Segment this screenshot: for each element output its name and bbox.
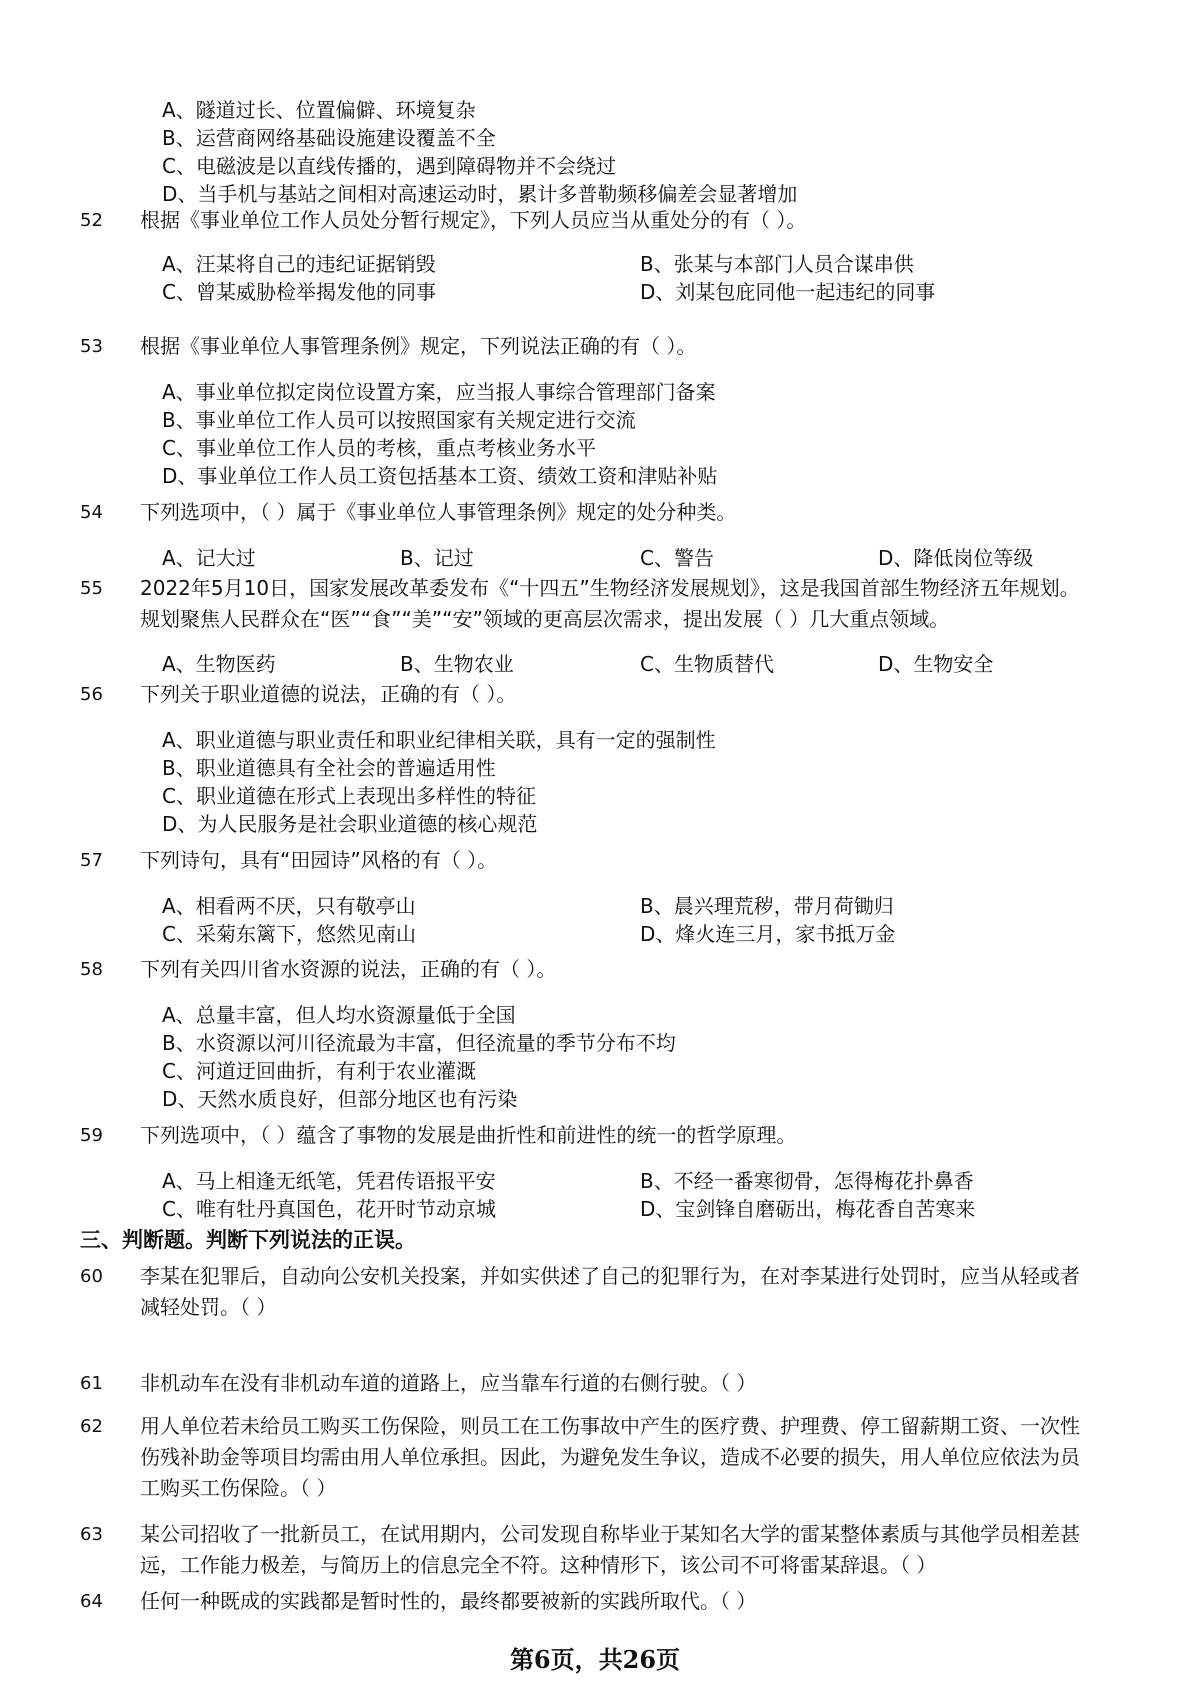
option-c: C、河道迂回曲折，有利于农业灌溉 — [162, 1059, 476, 1083]
option-c: C、曾某威胁检举揭发他的同事 — [162, 280, 436, 304]
question-number: 63 — [80, 1524, 103, 1545]
option-c: C、采菊东篱下，悠然见南山 — [162, 922, 416, 946]
option-d: D、宝剑锋自磨砺出，梅花香自苦寒来 — [640, 1197, 976, 1221]
question-number: 52 — [80, 210, 103, 231]
option-c: C、生物质替代 — [640, 652, 774, 676]
question-number: 62 — [80, 1416, 103, 1437]
option-b: B、记过 — [400, 546, 474, 570]
question-stem: 下列有关四川省水资源的说法，正确的有（ ）。 — [140, 957, 557, 981]
option-b: B、职业道德具有全社会的普遍适用性 — [162, 756, 496, 780]
question-stem: 任何一种既成的实践都是暂时性的，最终都要被新的实践所取代。（ ） — [140, 1589, 757, 1613]
question-number: 57 — [80, 850, 103, 871]
question-number: 61 — [80, 1373, 103, 1394]
option-c: C、唯有牡丹真国色，花开时节动京城 — [162, 1197, 496, 1221]
option-a: A、汪某将自己的违纪证据销毁 — [162, 252, 436, 276]
option-d: D、天然水质良好，但部分地区也有污染 — [162, 1087, 518, 1111]
question-number: 56 — [80, 684, 103, 705]
option-b: B、水资源以河川径流最为丰富，但径流量的季节分布不均 — [162, 1031, 676, 1055]
option-b: B、事业单位工作人员可以按照国家有关规定进行交流 — [162, 408, 636, 432]
option-a: A、总量丰富，但人均水资源量低于全国 — [162, 1003, 516, 1027]
option-c: C、警告 — [640, 546, 714, 570]
option-a: A、事业单位拟定岗位设置方案，应当报人事综合管理部门备案 — [162, 380, 716, 404]
question-stem: 非机动车在没有非机动车道的道路上，应当靠车行道的右侧行驶。（ ） — [140, 1371, 757, 1395]
question-number: 59 — [80, 1125, 103, 1146]
option-a: A、生物医药 — [162, 652, 276, 676]
question-stem: 某公司招收了一批新员工，在试用期内，公司发现自称毕业于某知名大学的雷某整体素质与其他学员相差甚远，工作能力极差，与简历上的信息完全不符。这种情形下，该公司不可将雷某辞退。（ ） — [140, 1522, 1080, 1577]
option-d: D、降低岗位等级 — [878, 546, 1034, 570]
option-d: D、烽火连三月，家书抵万金 — [640, 922, 896, 946]
option-a: A、马上相逢无纸笔，凭君传语报平安 — [162, 1169, 496, 1193]
question-stem: 根据《事业单位人事管理条例》规定，下列说法正确的有（ ）。 — [140, 334, 697, 358]
q51-option-d: D、当手机与基站之间相对高速运动时，累计多普勒频移偏差会显著增加 — [162, 182, 798, 206]
question-number: 64 — [80, 1591, 103, 1612]
option-c: C、职业道德在形式上表现出多样性的特征 — [162, 784, 536, 808]
question-stem: 下列关于职业道德的说法，正确的有（ ）。 — [140, 682, 517, 706]
option-b: B、生物农业 — [400, 652, 514, 676]
option-d: D、刘某包庇同他一起违纪的同事 — [640, 280, 936, 304]
question-number: 54 — [80, 502, 103, 523]
option-b: B、不经一番寒彻骨，怎得梅花扑鼻香 — [640, 1169, 974, 1193]
q51-option-b: B、运营商网络基础设施建设覆盖不全 — [162, 126, 496, 150]
option-b: B、张某与本部门人员合谋串供 — [640, 252, 914, 276]
page-footer: 第6页，共26页 — [509, 1645, 681, 1674]
question-stem: 用人单位若未给员工购买工伤保险，则员工在工伤事故中产生的医疗费、护理费、停工留薪期工资、一次性伤残补助金等项目均需由用人单位承担。因此，为避免发生争议，造成不必要的损失，用人单位应依法为员工购买工伤保险。（ ） — [140, 1414, 1080, 1500]
question-number: 55 — [80, 578, 103, 599]
option-a: A、职业道德与职业责任和职业纪律相关联，具有一定的强制性 — [162, 728, 716, 752]
section-title: 三、判断题。判断下列说法的正误。 — [80, 1228, 416, 1252]
question-stem: 下列诗句，具有“田园诗”风格的有（ ）。 — [140, 848, 498, 872]
q51-option-c: C、电磁波是以直线传播的，遇到障碍物并不会绕过 — [162, 154, 616, 178]
question-stem: 2022年5月10日，国家发展改革委发布《“十四五”生物经济发展规划》，这是我国首部生物经济五年规划。规划聚焦人民群众在“医”“食”“美”“安”领域的更高层次需求，提出发展（ ）几大重点领域。 — [140, 576, 1080, 631]
question-stem: 下列选项中，（ ）属于《事业单位人事管理条例》规定的处分种类。 — [140, 500, 737, 524]
option-d: D、事业单位工作人员工资包括基本工资、绩效工资和津贴补贴 — [162, 464, 718, 488]
question-stem: 根据《事业单位工作人员处分暂行规定》，下列人员应当从重处分的有（ ）。 — [140, 208, 807, 232]
question-number: 53 — [80, 336, 103, 357]
option-a: A、相看两不厌，只有敬亭山 — [162, 894, 416, 918]
question-number: 60 — [80, 1266, 103, 1287]
question-stem: 下列选项中，（ ）蕴含了事物的发展是曲折性和前进性的统一的哲学原理。 — [140, 1123, 797, 1147]
q51-option-a: A、隧道过长、位置偏僻、环境复杂 — [162, 98, 476, 122]
option-b: B、晨兴理荒秽，带月荷锄归 — [640, 894, 894, 918]
option-d: D、生物安全 — [878, 652, 994, 676]
option-d: D、为人民服务是社会职业道德的核心规范 — [162, 812, 538, 836]
option-c: C、事业单位工作人员的考核，重点考核业务水平 — [162, 436, 596, 460]
question-stem: 李某在犯罪后，自动向公安机关投案，并如实供述了自己的犯罪行为，在对李某进行处罚时，应当从轻或者减轻处罚。（ ） — [140, 1264, 1080, 1319]
question-number: 58 — [80, 959, 103, 980]
option-a: A、记大过 — [162, 546, 256, 570]
